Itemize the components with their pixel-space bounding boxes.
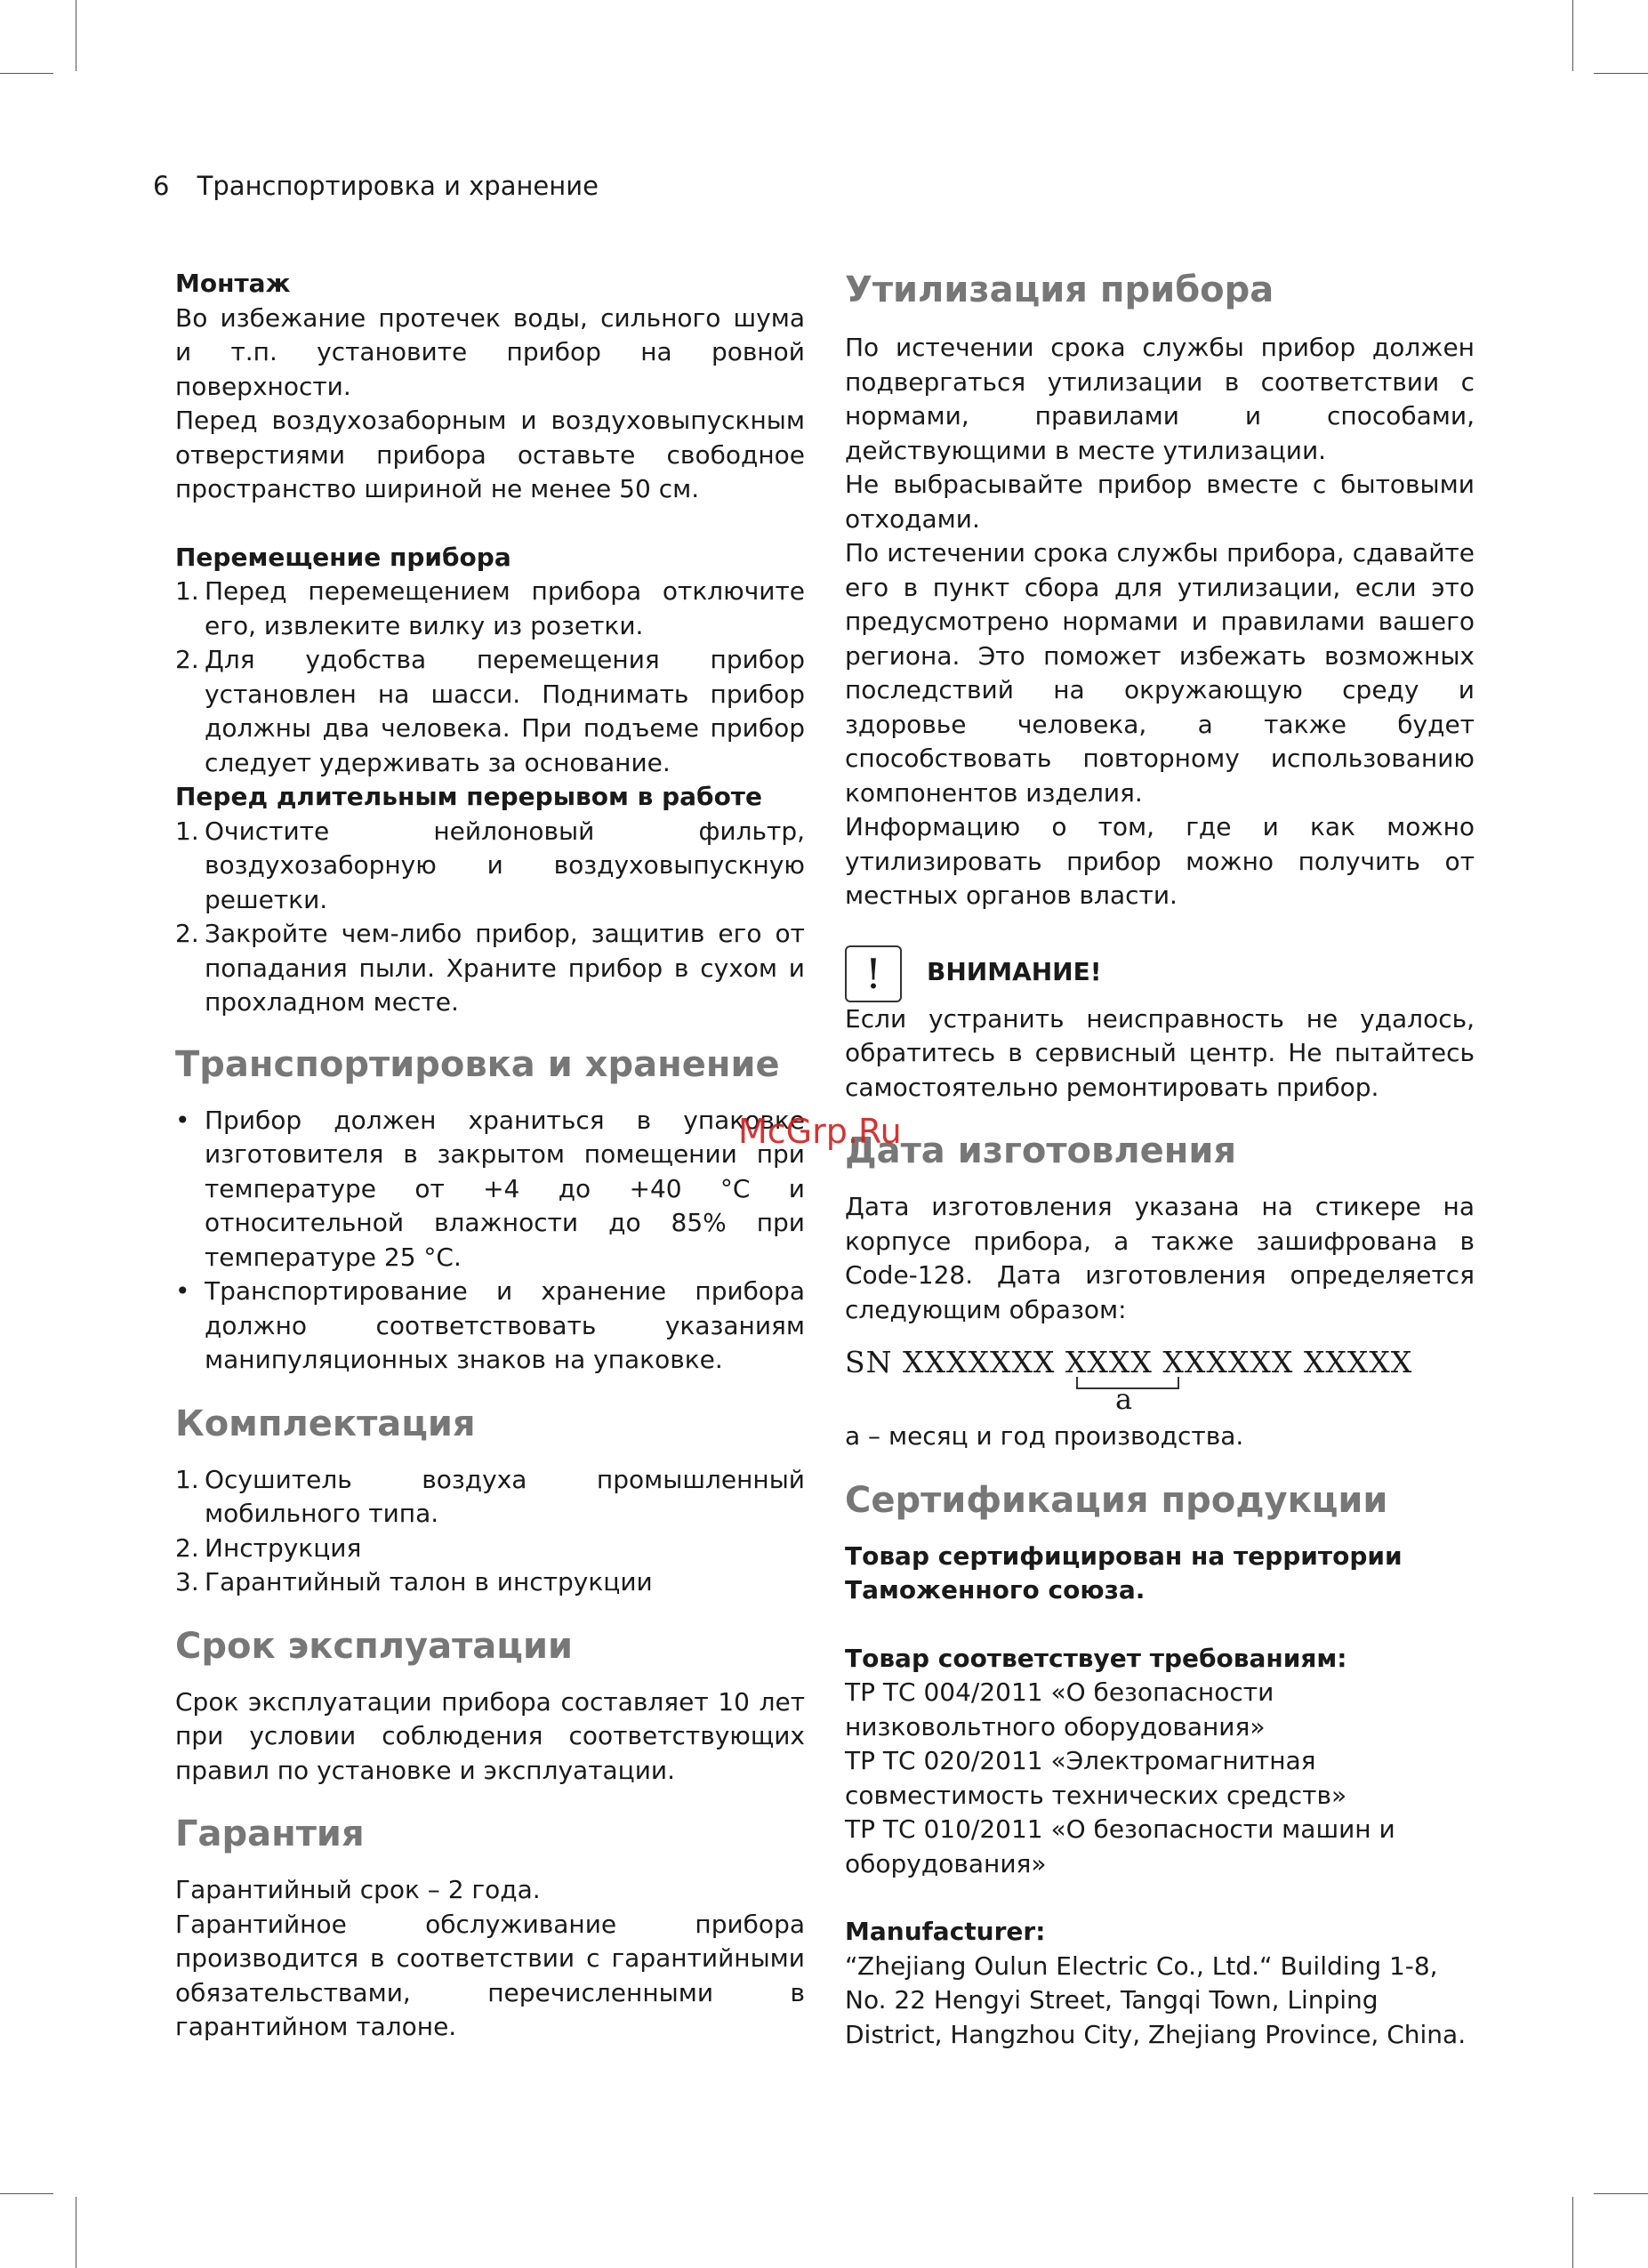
- disposal-paragraph-4: Информацию о том, где и как можно утилизировать прибор можно получить от местных органов власти.: [845, 812, 1475, 910]
- crop-mark: [1594, 2193, 1648, 2194]
- exclamation-icon: !: [845, 945, 902, 1002]
- life-paragraph: Срок эксплуатации прибора составляет 10 лет при условии соблюдения соответствующих правил по установке и эксплуатации.: [175, 1686, 805, 1785]
- transport-list: [175, 1104, 805, 1378]
- kit-heading: Комплектация: [175, 1403, 476, 1444]
- list-item: 2. Инструкция: [175, 1532, 362, 1563]
- warranty-heading: Гарантия: [175, 1814, 365, 1854]
- crop-mark: [1572, 0, 1573, 71]
- crop-mark: [1594, 73, 1648, 74]
- date-legend: а – месяц и год производства.: [845, 1421, 1244, 1451]
- crop-mark: [0, 2193, 53, 2194]
- list-item: 2. Закройте чем-либо прибор, защитив его от попадания пыли. Храните прибор в сухом и прохладном месте.: [175, 919, 805, 1017]
- list-item: 2. Для удобства перемещения прибор установлен на шасси. Поднимать прибор должны два человека. При подъеме прибор следует удерживать за основание.: [175, 645, 805, 777]
- crop-mark: [1572, 2197, 1573, 2268]
- list-item: 1. Перед перемещением прибора отключите его, извлеките вилку из розетки.: [175, 576, 805, 640]
- disposal-paragraph-1: По истечении срока службы прибор должен подвергаться утилизации в соответствии с нормами, правилами и способами, действующими в месте утилизации.: [845, 333, 1475, 465]
- date-paragraph: Дата изготовления указана на стикере на корпусе прибора, а также зашифрована в Code-128. Дата изготовления определяется следующим образом:: [845, 1192, 1475, 1324]
- attention-block: [845, 945, 1475, 1106]
- date-heading: Дата изготовления: [845, 1130, 1237, 1171]
- cert-line: ТР ТС 004/2011 «О безопасности низковольтного оборудования»: [845, 1677, 1274, 1741]
- list-item: • Транспортирование и хранение прибора должно соответствовать указаниям манипуляционных знаков на упаковке.: [175, 1276, 805, 1374]
- page-header: [153, 171, 599, 201]
- right-column: [845, 267, 1475, 2052]
- montazh-paragraph-1: Во избежание протечек воды, сильного шума и т.п. установите прибор на ровной поверхности.: [175, 302, 805, 401]
- disposal-heading: Утилизация прибора: [845, 269, 1274, 310]
- pause-list: [175, 815, 805, 1020]
- cert-line: ТР ТС 020/2011 «Электромагнитная совместимость технических средств»: [845, 1746, 1347, 1810]
- move-heading: Перемещение прибора: [175, 542, 511, 572]
- life-heading: Срок эксплуатации: [175, 1625, 573, 1667]
- transport-heading: Транспортировка и хранение: [175, 1043, 780, 1085]
- list-item: 1. Очистите нейлоновый фильтр, воздухозаборную и воздуховыпускную решетки.: [175, 816, 805, 914]
- manufacturer-title: Manufacturer:: [845, 1917, 1046, 1946]
- disposal-paragraph-3: По истечении срока службы прибора, сдавайте его в пункт сбора для утилизации, если это предусмотрено нормами и правилами вашего региона. Это поможет избежать возможных последствий на окружающую среду и здоровье человека, а также будет способствовать повторному использованию компонентов изделия.: [845, 538, 1475, 808]
- montazh-heading: Монтаж: [175, 269, 291, 298]
- left-column: [175, 267, 805, 2045]
- cert-line: ТР ТС 010/2011 «О безопасности машин и оборудования»: [845, 1814, 1395, 1878]
- montazh-paragraph-2: Перед воздухозаборным и воздуховыпускным отверстиями прибора оставьте свободное пространство шириной не менее 50 см.: [175, 406, 805, 503]
- attention-title: ВНИМАНИЕ!: [927, 956, 1102, 986]
- watermark: McGrp.Ru: [738, 1112, 902, 1151]
- list-item: 3. Гарантийный талон в инструкции: [175, 1567, 653, 1596]
- crop-mark: [0, 73, 53, 74]
- serial-number-code: SN XXXXXXX XXXX XXXXXX XXXXX: [845, 1345, 1413, 1379]
- attention-text: Если устранить неисправность не удалось, обратитесь в сервисный центр. Не пытайтесь самостоятельно ремонтировать прибор.: [845, 1003, 1475, 1102]
- cert-heading: Сертификация продукции: [845, 1479, 1388, 1521]
- cert-bold-2: Товар соответствует требованиям:: [845, 1643, 1347, 1673]
- disposal-paragraph-2: Не выбрасывайте прибор вместе с бытовыми отходами.: [845, 470, 1475, 534]
- pause-heading: Перед длительным перерывом в работе: [175, 782, 763, 811]
- warranty-paragraph-2: Гарантийное обслуживание прибора производится в соответствии с гарантийными обязательствами, перечисленными в гарантийном талоне.: [175, 1909, 805, 2041]
- list-item: • Прибор должен храниться в упаковке изготовителя в закрытом помещении при температуре от +4 до +40 °С и относительной влажности до 85% при температуре 25 °С.: [175, 1105, 805, 1272]
- kit-list: [175, 1463, 805, 1600]
- serial-number-diagram: [845, 1327, 1475, 1420]
- running-title: Транспортировка и хранение: [197, 171, 599, 201]
- serial-marker: a: [1115, 1382, 1133, 1416]
- cert-bold-1: Товар сертифицирован на территории Таможенного союза.: [845, 1540, 1403, 1604]
- move-list: [175, 575, 805, 780]
- warranty-paragraph-1: Гарантийный срок – 2 года.: [175, 1875, 541, 1904]
- list-item: 1. Осушитель воздуха промышленный мобильного типа.: [175, 1464, 805, 1528]
- manufacturer-address: “Zhejiang Oulun Electric Co., Ltd.“ Building 1-8, No. 22 Hengyi Street, Tangqi Town, Linping District, Hangzhou City, Zhejiang Province, China.: [845, 1950, 1467, 2049]
- page-number: 6: [153, 171, 170, 201]
